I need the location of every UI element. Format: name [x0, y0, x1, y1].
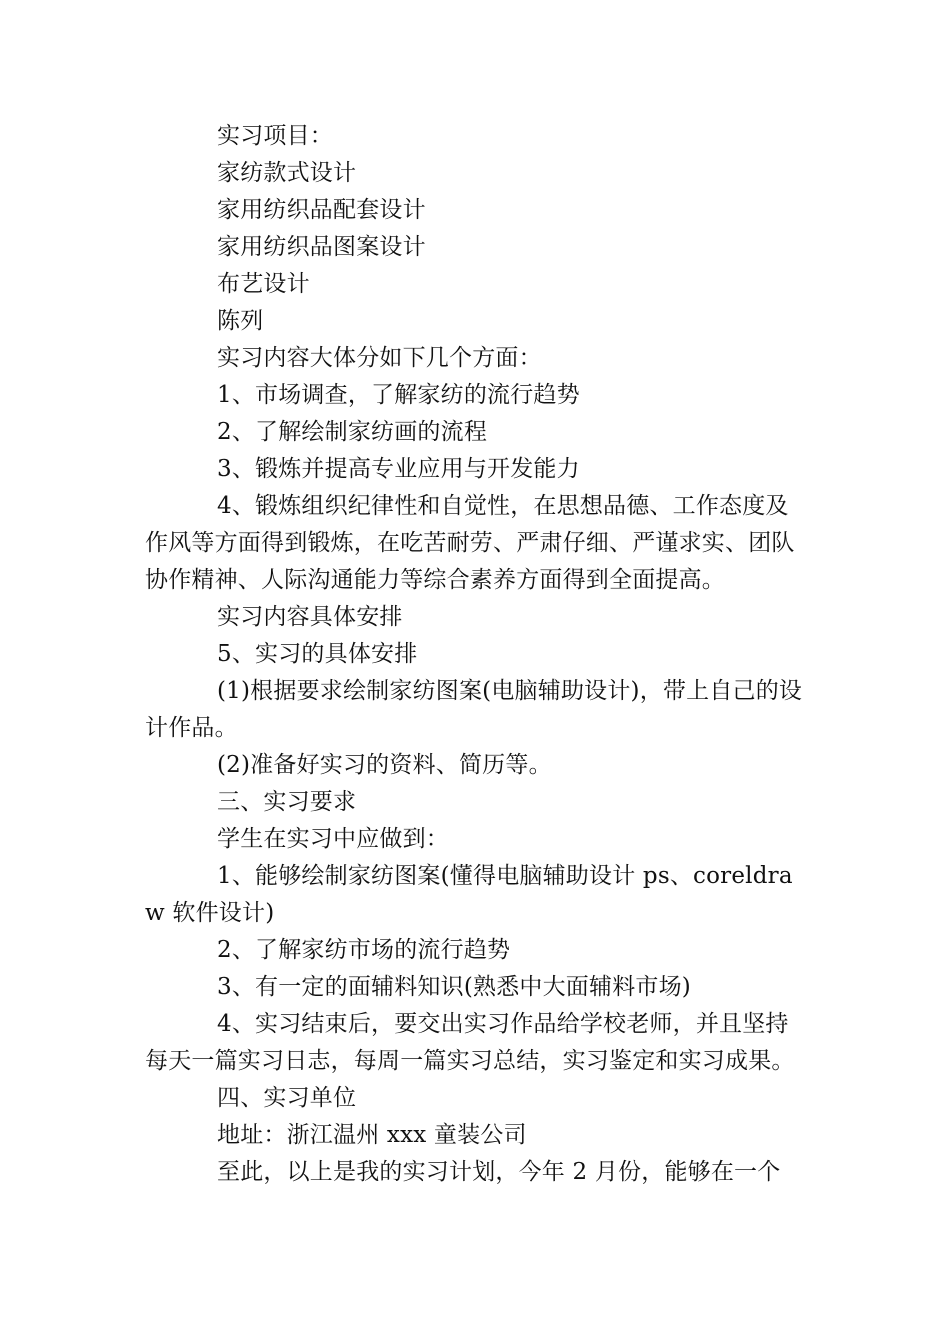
- paragraph-address: 地址：浙江温州 xxx 童装公司: [217, 1122, 527, 1148]
- paragraph-requirement-1: 1、能够绘制家纺图案(懂得电脑辅助设计 ps、coreldraw 软件设计): [145, 863, 793, 926]
- paragraph-list-item-1: 1、市场调查，了解家纺的流行趋势: [217, 382, 580, 408]
- paragraph-section-unit: 四、实习单位: [217, 1085, 357, 1111]
- paragraph-item-fabric-design: 布艺设计: [217, 271, 310, 297]
- paragraph-subitem-1: (1)根据要求绘制家纺图案(电脑辅助设计)，带上自己的设计作品。: [145, 678, 803, 741]
- paragraph-list-item-2: 2、了解绘制家纺画的流程: [217, 419, 488, 445]
- paragraph-requirement-2: 2、了解家纺市场的流行趋势: [217, 937, 511, 963]
- paragraph-section-requirements: 三、实习要求: [217, 789, 357, 815]
- paragraph-item-pattern-design: 家用纺织品图案设计: [217, 234, 426, 260]
- paragraph-requirements-intro: 学生在实习中应做到：: [217, 826, 449, 852]
- paragraph-conclusion: 至此，以上是我的实习计划，今年 2 月份，能够在一个: [217, 1159, 781, 1185]
- paragraph-practice-items-heading: 实习项目：: [217, 123, 333, 149]
- paragraph-requirement-4: 4、实习结束后，要交出实习作品给学校老师，并且坚持每天一篇实习日志，每周一篇实习总结，实习鉴定和实习成果。: [145, 1011, 795, 1074]
- paragraph-schedule-heading: 实习内容具体安排: [217, 604, 403, 630]
- paragraph-subitem-2: (2)准备好实习的资料、简历等。: [217, 752, 552, 778]
- paragraph-item-style-design: 家纺款式设计: [217, 160, 357, 186]
- paragraph-requirement-3: 3、有一定的面辅料知识(熟悉中大面辅料市场): [217, 974, 691, 1000]
- paragraph-content-overview: 实习内容大体分如下几个方面：: [217, 345, 542, 371]
- paragraph-item-display: 陈列: [217, 308, 264, 334]
- document-body: [145, 118, 810, 1191]
- paragraph-list-item-4: 4、锻炼组织纪律性和自觉性，在思想品德、工作态度及作风等方面得到锻炼，在吃苦耐劳、严肃仔细、严谨求实、团队协作精神、人际沟通能力等综合素养方面得到全面提高。: [145, 493, 795, 593]
- paragraph-list-item-3: 3、锻炼并提高专业应用与开发能力: [217, 456, 580, 482]
- paragraph-item-matching-design: 家用纺织品配套设计: [217, 197, 426, 223]
- paragraph-list-item-5: 5、实习的具体安排: [217, 641, 418, 667]
